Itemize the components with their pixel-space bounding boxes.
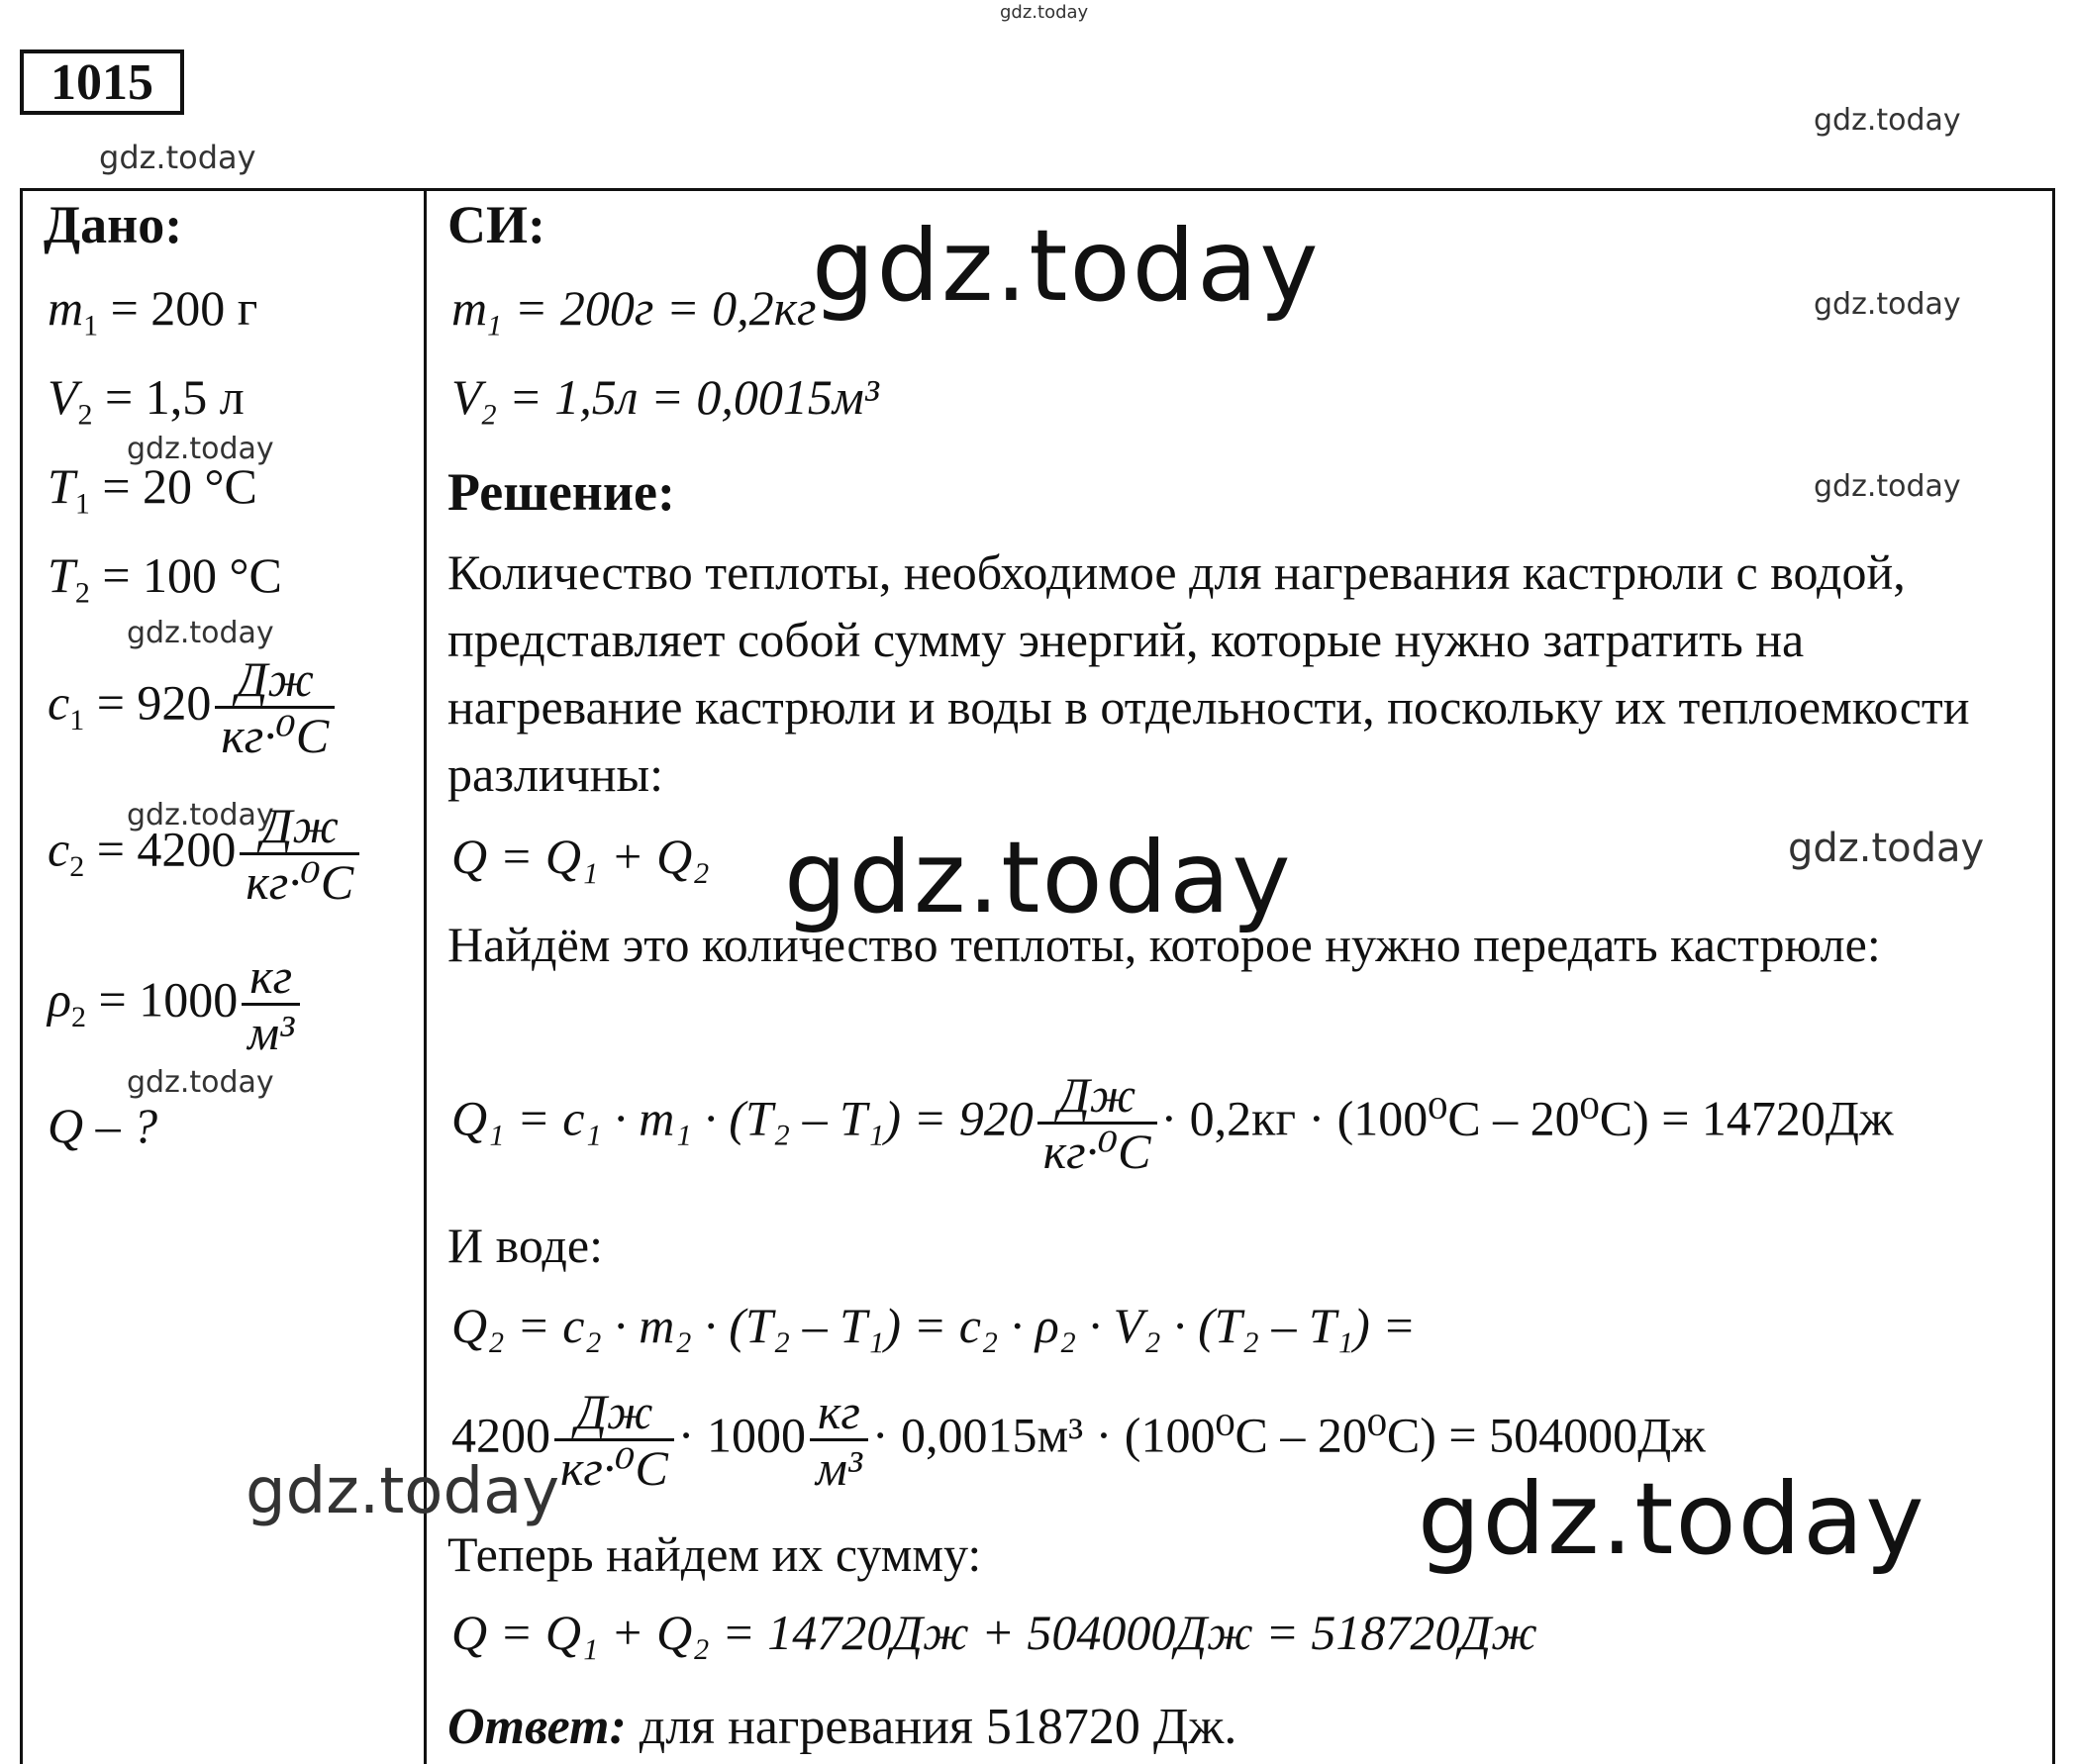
equation-sum: Q = Q₁ + Q₂ xyxy=(451,829,710,884)
watermark: gdz.today xyxy=(1814,103,1961,138)
given-heading: Дано: xyxy=(44,195,183,254)
equation-q2-line2: 4200 $\frac{Дж}{\text{кг·⁰С}}$ · 1000 $\frac{кг}{\text{м³}}$ · 0,0015м³ · (100⁰С – 20⁰С) = 504000Дж xyxy=(451,1384,1706,1496)
answer-label: Ответ: xyxy=(447,1699,627,1755)
watermark: gdz.today xyxy=(1000,2,1089,23)
given-c2: $c_2 = 4200$ $\frac{Дж}{\text{кг·⁰С}}$ xyxy=(48,800,363,910)
given-v2: $V_2 = 1,5$ л xyxy=(48,369,245,432)
problem-number: 1015 xyxy=(20,49,184,115)
watermark: gdz.today xyxy=(1418,1461,1926,1577)
given-find: Q – ? xyxy=(48,1098,158,1153)
equation-q2-line1: Q₂ = c₂ · m₂ · (T₂ – T₁) = c₂ · ρ₂ · V₂ · (T₂ – T₁) = xyxy=(451,1298,1417,1353)
solution-paragraph-1: Количество теплоты, необходимое для нагревания кастрюли с водой, представляет собой сумму энергий, которые нужно затратить на нагревание кастрюли и воды в отдельности, поскольку их теплоемкости различны: xyxy=(447,544,1970,802)
watermark: gdz.today xyxy=(127,432,274,466)
equation-q1: Q₁ = c₁ · m₁ · (T₂ – T₁) = 920 $\frac{Дж}{\text{кг·⁰С}}$ · 0,2кг · (100⁰С – 20⁰С) = 14720Дж xyxy=(451,1067,1894,1179)
watermark: gdz.today xyxy=(127,798,274,833)
watermark: gdz.today xyxy=(246,1455,560,1528)
given-t2: $T_2 = 100$ °С xyxy=(48,547,282,610)
watermark: gdz.today xyxy=(812,208,1321,324)
given-m1: $m_1 = 200$ г xyxy=(48,280,258,343)
watermark: gdz.today xyxy=(99,139,256,176)
watermark: gdz.today xyxy=(1788,826,1985,871)
answer-text: для нагревания 518720 Дж. xyxy=(639,1699,1237,1755)
si-heading: СИ: xyxy=(447,195,545,254)
watermark: gdz.today xyxy=(127,616,274,650)
answer xyxy=(447,1698,1236,1756)
given-c1: $c_1 = 920$ $\frac{Дж}{\text{кг·⁰С}}$ xyxy=(48,653,339,763)
solution-paragraph-3: И воде: xyxy=(447,1218,603,1273)
given-t1: $T_1 = 20$ °С xyxy=(48,458,257,521)
watermark: gdz.today xyxy=(127,1065,274,1100)
solution-paragraph-2: Найдём это количество теплоты, которое нужно передать кастрюле: xyxy=(447,917,1881,972)
watermark: gdz.today xyxy=(1814,469,1961,504)
solution-paragraph-4: Теперь найдем их сумму: xyxy=(447,1526,982,1582)
watermark: gdz.today xyxy=(1814,287,1961,322)
solution-heading: Решение: xyxy=(447,462,675,522)
si-m1: $m_1 = 200г = 0,2кг$ xyxy=(451,280,817,343)
equation-total: Q = Q₁ + Q₂ = 14720Дж + 504000Дж = 518720Дж xyxy=(451,1605,1537,1660)
given-rho2: $\rho_2 = 1000$ $\frac{кг}{\text{м³}}$ xyxy=(48,950,304,1060)
watermark: gdz.today xyxy=(784,820,1293,935)
si-v2: $V_2 = 1,5л = 0,0015м^3$ xyxy=(451,369,879,432)
